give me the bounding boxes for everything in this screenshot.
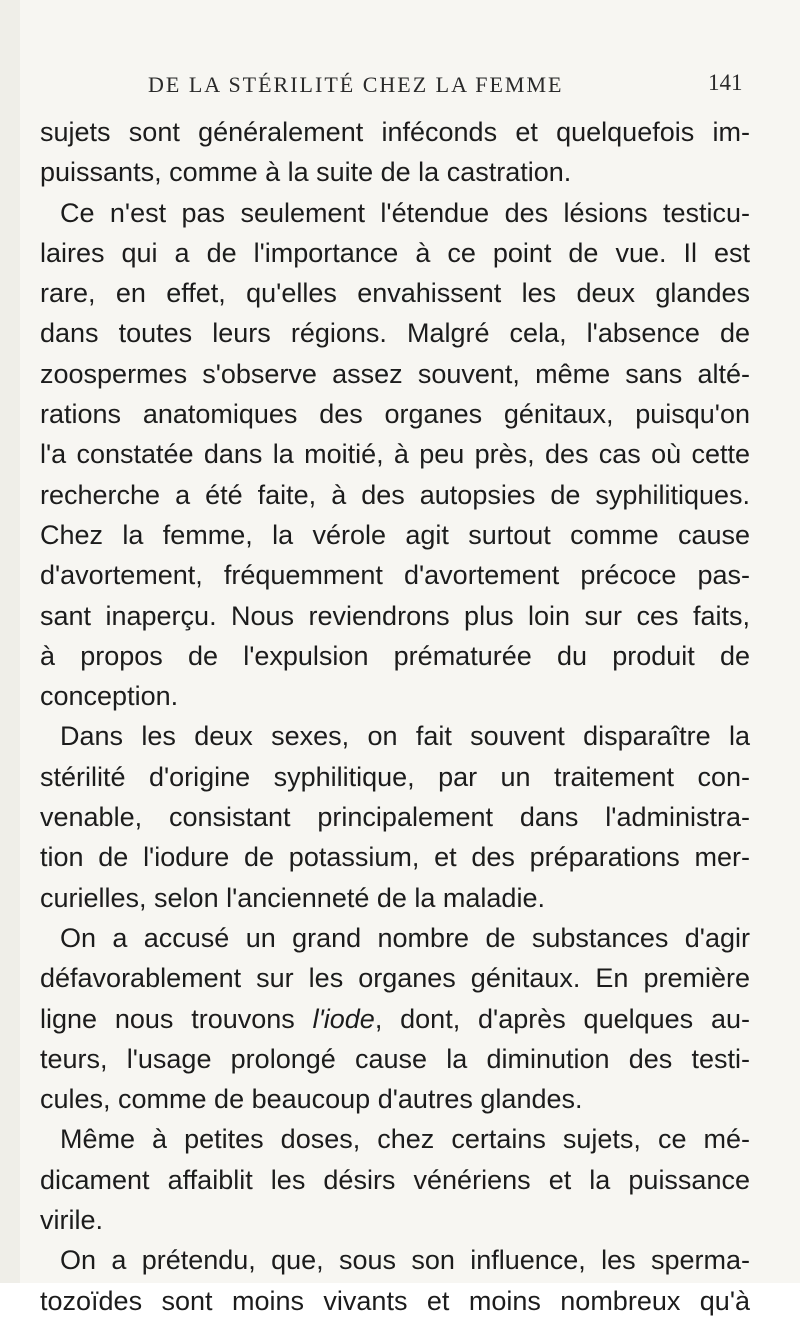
text-line: curielles, selon l'ancienneté de la maladie. xyxy=(40,882,545,913)
text-line: stérilité d'origine syphilitique, par un traitement con- xyxy=(40,761,750,792)
text-line: tion de l'iodure de potassium, et des préparations mer- xyxy=(40,842,750,873)
text-line: laires qui a de l'importance à ce point de vue. Il est xyxy=(40,237,750,268)
text-line: défavorablement sur les organes génitaux. En première xyxy=(40,963,750,994)
text-line: zoospermes s'observe assez souvent, même sans alté- xyxy=(40,358,750,389)
text-line: rare, en effet, qu'elles envahissent les deux glandes xyxy=(40,278,750,309)
text-line: recherche a été faite, à des autopsies de syphilitiques. xyxy=(40,479,750,510)
text-line: Chez la femme, la vérole agit surtout comme cause xyxy=(40,519,750,550)
running-title: DE LA STÉRILITÉ CHEZ LA FEMME xyxy=(148,72,564,97)
text-line: à propos de l'expulsion prématurée du produit de xyxy=(40,640,750,671)
text-line: puissants, comme à la suite de la castration. xyxy=(40,157,572,188)
text-line: cules, comme de beaucoup d'autres glandes. xyxy=(40,1084,583,1115)
text-line: Ce n'est pas seulement l'étendue des lésions testicu- xyxy=(60,197,750,228)
text-line: dans toutes leurs régions. Malgré cela, l'absence de xyxy=(40,318,750,349)
text-line: virile. xyxy=(40,1205,104,1236)
text-line: On a prétendu, que, sous son influence, les sperma- xyxy=(60,1245,750,1276)
text-line: dicament affaiblit les désirs vénériens et la puissance xyxy=(40,1164,750,1195)
text-line: Dans les deux sexes, on fait souvent disparaître la xyxy=(60,721,750,752)
text-line: d'avortement, fréquemment d'avortement précoce pas- xyxy=(40,560,750,591)
page-number: 141 xyxy=(708,70,743,95)
text-line: l'a constatée dans la moitié, à peu près, des cas où cette xyxy=(40,439,750,470)
italic-term: l'iode xyxy=(312,1003,375,1034)
page-gutter xyxy=(0,0,20,1283)
text-line: rations anatomiques des organes génitaux, puisqu'on xyxy=(40,399,750,430)
text-run: , dont, d'après quelques au- xyxy=(374,1003,751,1034)
running-head xyxy=(0,62,800,108)
text-line: Même à petites doses, chez certains sujets, ce mé- xyxy=(60,1124,750,1155)
text-line: teurs, l'usage prolongé cause la diminution des testi- xyxy=(40,1043,750,1074)
body-text xyxy=(40,112,750,1321)
text-line xyxy=(40,999,750,1039)
text-line: On a accusé un grand nombre de substances d'agir xyxy=(60,922,750,953)
text-line: conception. xyxy=(40,681,179,712)
text-line: sujets sont généralement inféconds et quelquefois im- xyxy=(40,117,750,147)
text-line: tozoïdes sont moins vivants et moins nombreux qu'à xyxy=(40,1285,750,1316)
text-line: venable, consistant principalement dans l'administra- xyxy=(40,802,750,833)
text-run: ligne nous trouvons xyxy=(40,1003,313,1034)
text-line: sant inaperçu. Nous reviendrons plus loin sur ces faits, xyxy=(40,600,750,631)
